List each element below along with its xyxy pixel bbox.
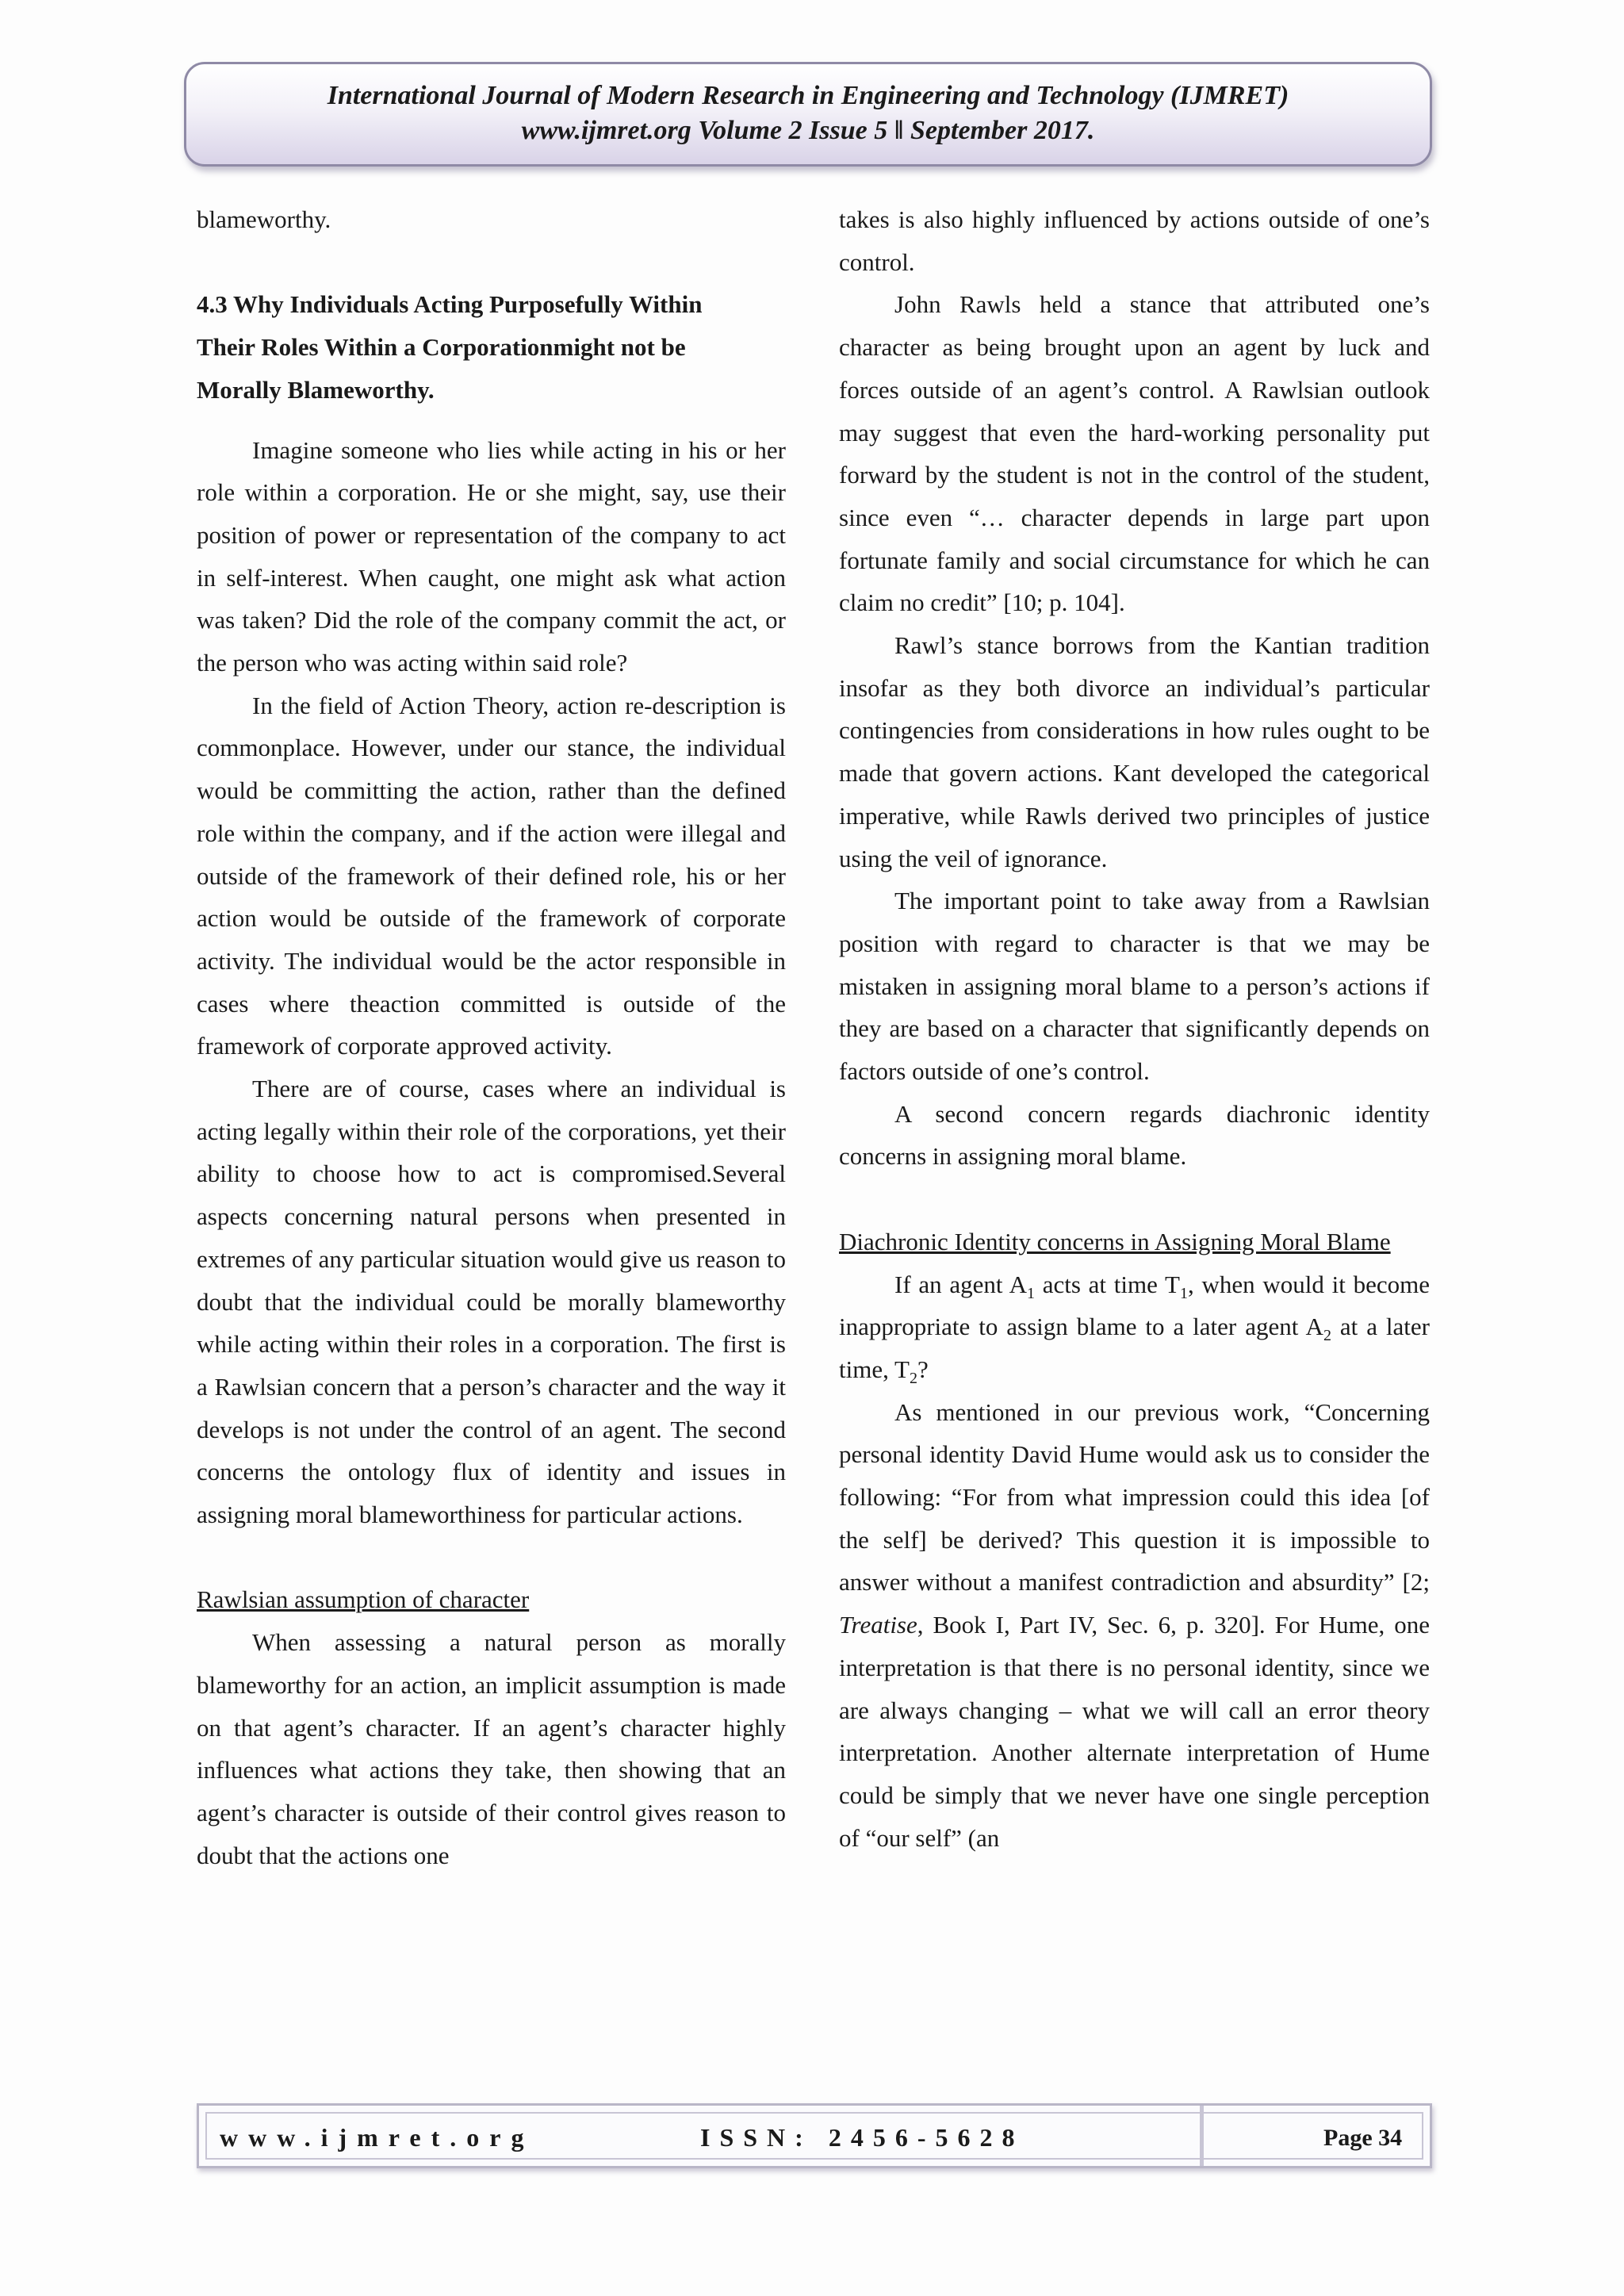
issue-line: www.ijmret.org Volume 2 Issue 5 ǁ September 2017. [521, 116, 1095, 145]
paragraph: If an agent $A_1$ acts at time $T_1$, when would it become inappropriate to assign blame to a later agent $A_2$ at a later time, $T_2$? [839, 1270, 1431, 1388]
section-heading [197, 283, 786, 326]
footer-website: www.ijmret.org [220, 2123, 534, 2152]
section-number: 4.3 [197, 290, 228, 319]
page-number: Page 34 [1323, 2125, 1403, 2151]
journal-header [184, 62, 1432, 167]
paragraph: When assessing a natural person as morally blameworthy for an action, an implicit assumption is made on that agent’s character. If an agent’s character highly influences what actions they take, then showing that an agent’s character is outside of their control gives reason to doubt that the actions one [197, 1628, 786, 1869]
paragraph: In the field of Action Theory, action re-description is commonplace. However, under our stance, the individual would be committing the action, rather than the defined role within the company, and if the action were illegal and outside of the framework of their defined role, his or her action would be outside of the framework of corporate activity. The individual would be the actor responsible in cases where theaction committed is outside of the framework of corporate approved activity. [197, 691, 786, 1060]
paragraph: Imagine someone who lies while acting in his or her role within a corporation. He or she might, say, use their position of power or representation of the company to act in self-interest. When caught, one might ask what action was taken? Did the role of the company commit the act, or the person who was acting within said role? [197, 435, 786, 677]
right-column [839, 198, 1430, 1859]
paragraph: John Rawls held a stance that attributed one’s character as being brought upon an agent by luck and forces outside of an agent’s control. A Rawlsian outlook may suggest that even the hard-working personality put forward by the student is not in the control of the student, since even “… character depends in large part upon fortunate family and social circumstance for which he can claim no credit” [10; p. 104]. [839, 290, 1430, 617]
paragraph: Rawl’s stance borrows from the Kantian tradition insofar as they both divorce an individual’s particular contingencies from considerations in how rules ought to be made that govern actions. Kant developed the categorical imperative, while Rawls derived two principles of justice using the veil of ignorance. [839, 631, 1430, 872]
citation-title: Treatise [839, 1611, 917, 1639]
subheading: Rawlsian assumption of character [197, 1585, 530, 1614]
section-heading-line: Their Roles Within a Corporationmight not be [197, 333, 686, 362]
paragraph: The important point to take away from a Rawlsian position with regard to character is that we may be mistaken in assigning moral blame to a person’s actions if they are based on a character that significantly depends on factors outside of one’s control. [839, 887, 1430, 1086]
paragraph: A second concern regards diachronic identity concerns in assigning moral blame. [839, 1099, 1430, 1171]
subheading: Diachronic Identity concerns in Assigning Moral Blame [839, 1227, 1391, 1255]
footer-issn: ISSN: 2456-5628 [700, 2123, 1025, 2152]
paragraph: There are of course, cases where an individual is acting legally within their role of the corporations, yet their ability to choose how to act is compromised.Several aspects concerning natural persons when presented in extremes of any particular situation would give us reason to doubt that the individual could be morally blameworthy while acting within their roles in a corporation. The first is a Rawlsian concern that a person’s character and the way it develops is not under the control of an agent. The second concerns the ontology flux of identity and issues in assigning moral blameworthiness for particular actions. [197, 1075, 786, 1529]
left-column [197, 198, 786, 1876]
paragraph: As mentioned in our previous work, “Concerning personal identity David Hume would ask us to consider the following: “For from what impression could this idea [of the self] be derived? This question it is impossible to answer without a manifest contradiction and absurdity” [2; Treatise, Book I, Part IV, Sec. 6, p. 320]. For Hume, one interpretation is that there is no personal identity, since we are always changing – what we will call an error theory interpretation. Another alternate interpretation of Hume could be simply that we never have one single perception of “our self” (an [839, 1397, 1430, 1852]
page-footer [197, 2103, 1432, 2168]
journal-title: International Journal of Modern Research in Engineering and Technology (IJMRET) [327, 81, 1289, 110]
section-heading-line: Morally Blameworthy. [197, 375, 435, 404]
paragraph: blameworthy. [197, 205, 331, 233]
section-heading-line: Why Individuals Acting Purposefully Within [232, 290, 703, 319]
paragraph: takes is also highly influenced by actions outside of one’s control. [839, 205, 1430, 276]
